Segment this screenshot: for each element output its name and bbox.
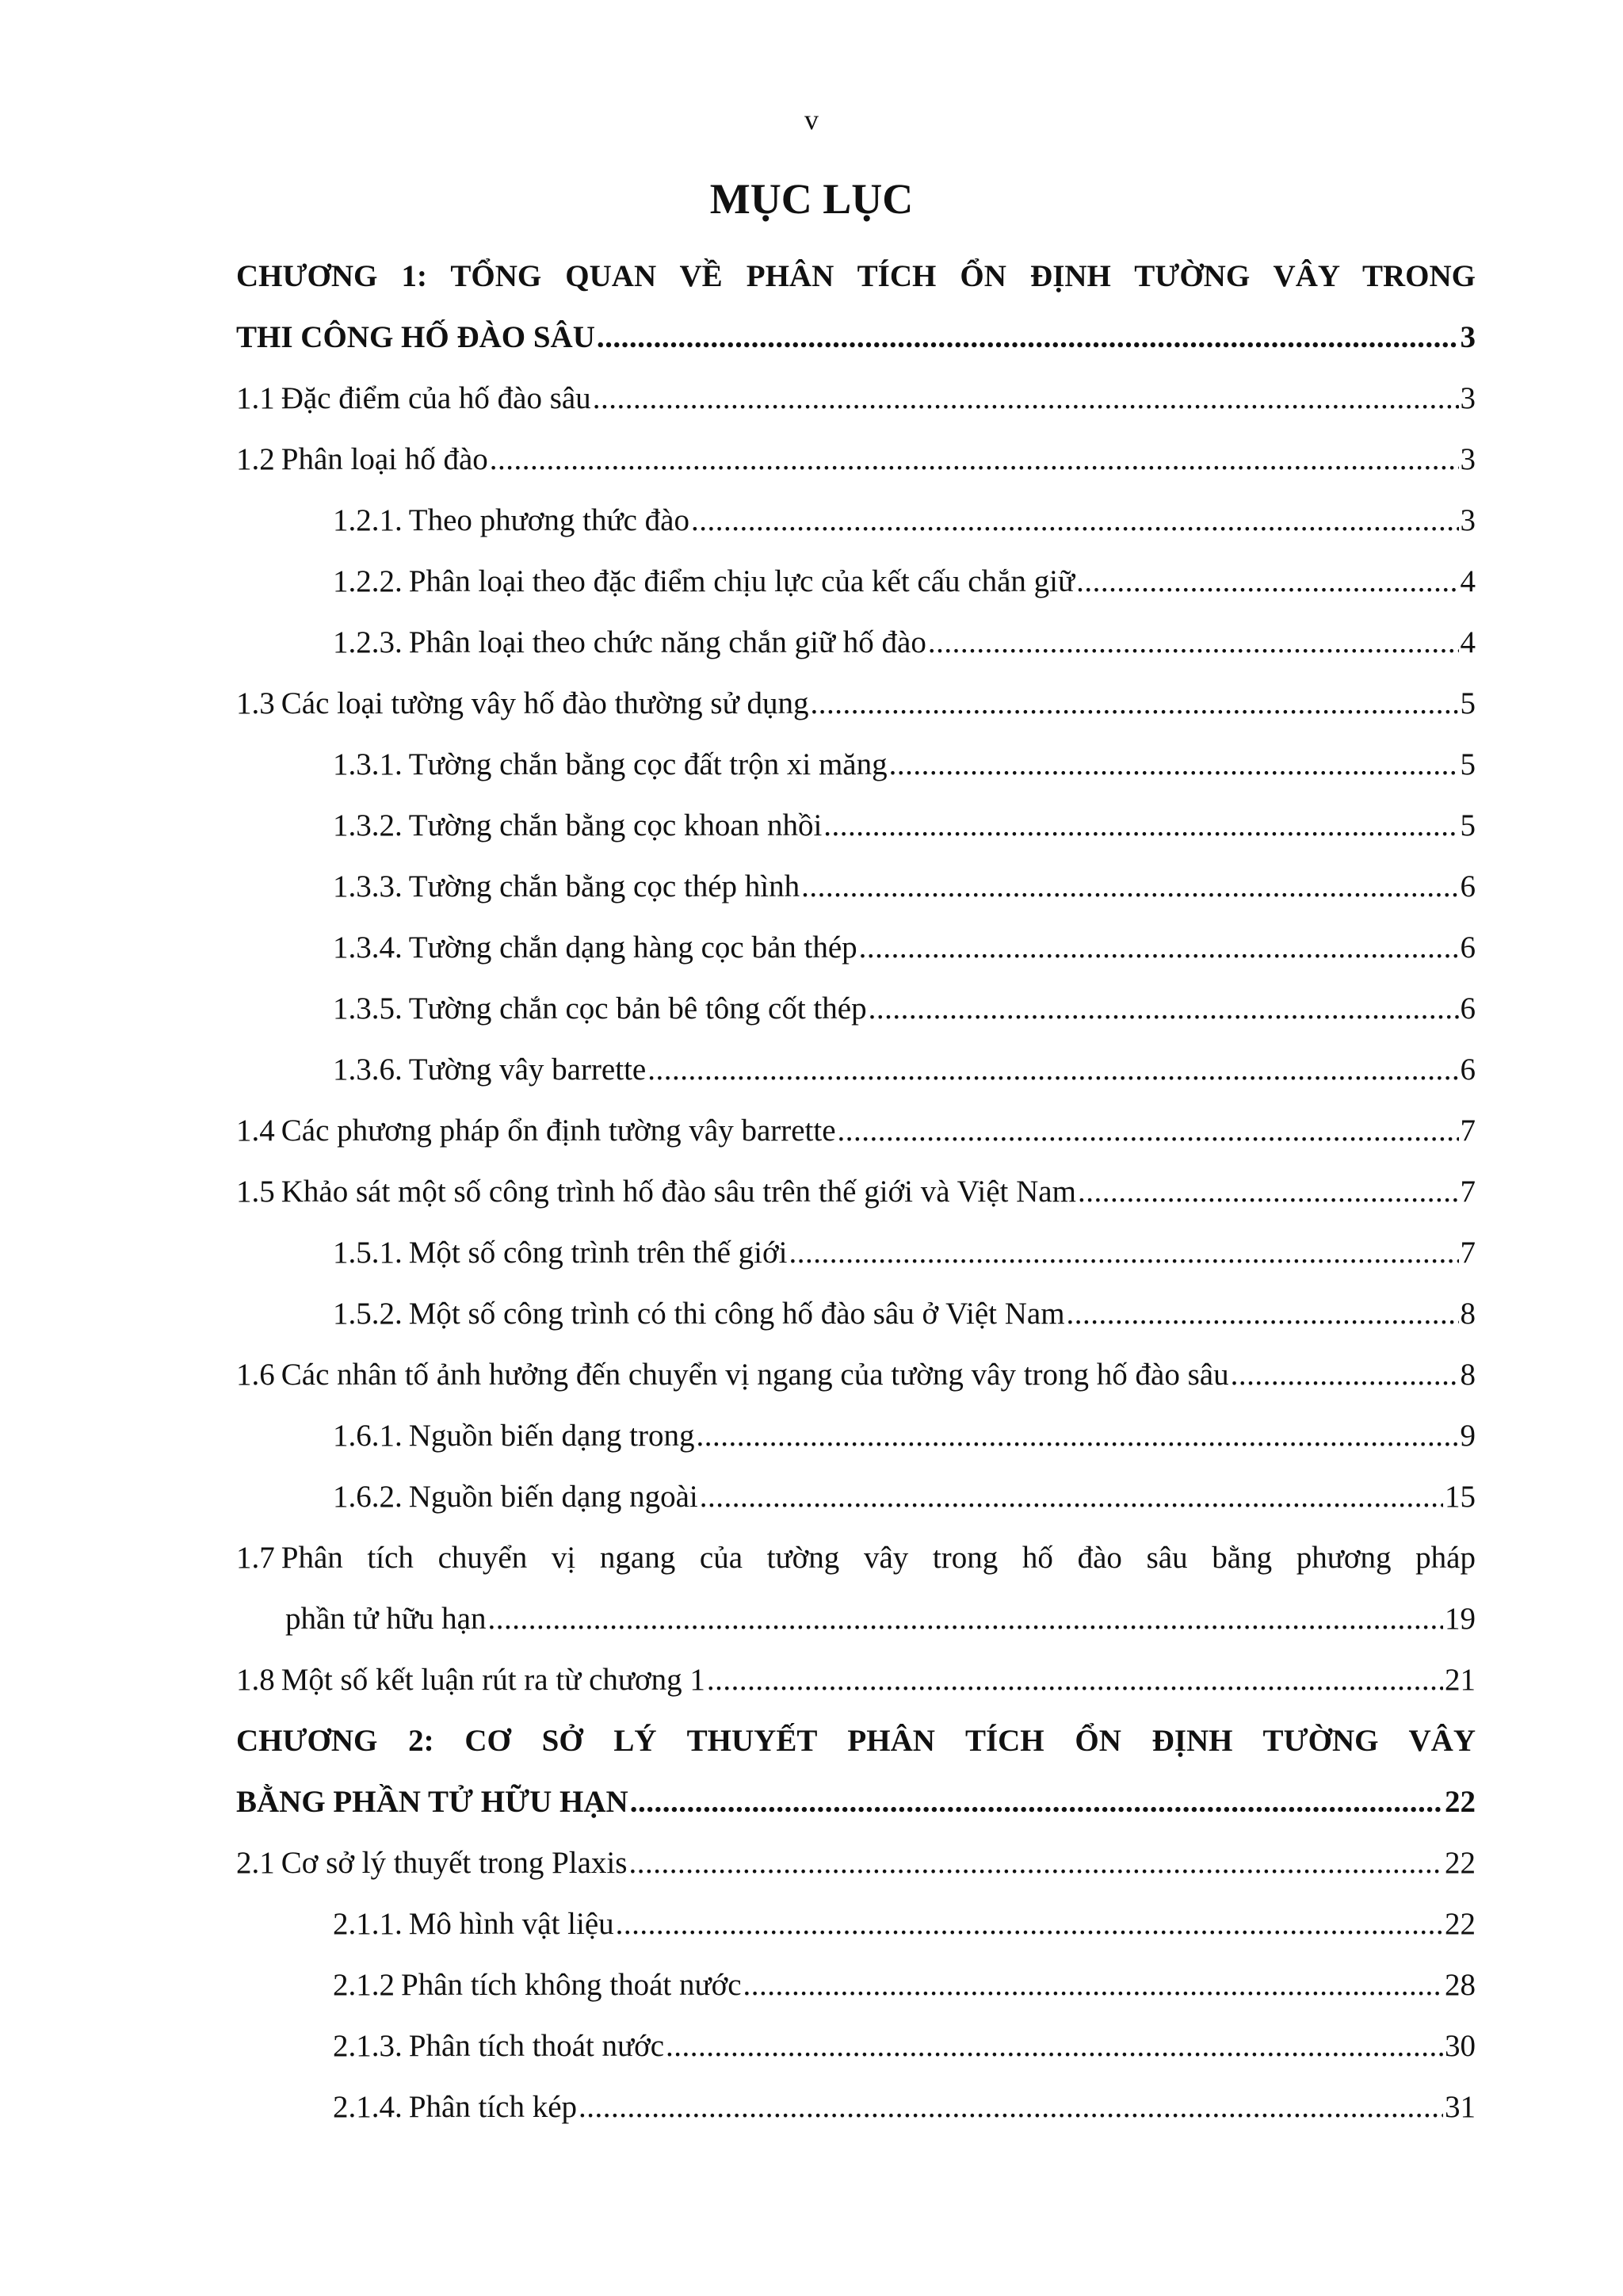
dot-leader [743,1954,1443,2015]
toc-page-number: 15 [1445,1480,1476,1514]
toc-page-number: 9 [1460,1419,1476,1453]
toc-entry[interactable] [236,2015,1476,2076]
dot-leader [811,673,1459,734]
toc-section-title: Tường chắn cọc bản bê tông cốt thép [408,991,867,1026]
dot-leader [666,2015,1443,2076]
toc-page-number: 3 [1460,381,1476,415]
toc-page-number: 30 [1445,2029,1476,2063]
toc-entry[interactable] [236,917,1476,978]
toc-section-title: Các phương pháp ổn định tường vây barrette [281,1114,836,1148]
dot-leader [1067,1283,1459,1344]
toc-section-title: Tường chắn bằng cọc khoan nhồi [408,808,823,842]
toc-entry[interactable] [236,856,1476,917]
dot-leader [869,978,1459,1039]
dot-leader [616,1893,1443,1954]
toc-page-number: 3 [1460,320,1476,354]
toc-section-number: 2.1.4. [333,2090,403,2124]
toc-entry[interactable] [236,1893,1476,1954]
dot-leader [1078,1161,1459,1222]
dot-leader [838,1100,1459,1161]
toc-entry[interactable] [236,551,1476,612]
toc-section-number: 1.4 [236,1114,275,1148]
toc-section-title: Một số kết luận rút ra từ chương 1 [281,1663,705,1697]
toc-entry[interactable] [236,1222,1476,1283]
toc-title: MỤC LỤC [709,175,914,223]
toc-page-number: 8 [1460,1297,1476,1331]
toc-entry[interactable] [236,1649,1476,1710]
dot-leader [597,307,1459,368]
toc-section-number: 1.5 [236,1175,275,1209]
toc-section-title: Đặc điểm của hố đào sâu [281,381,591,415]
toc-section-title: Khảo sát một số công trình hố đào sâu trên thế giới và Việt Nam [281,1175,1076,1209]
table-of-contents [236,246,1476,2137]
toc-entry[interactable] [236,490,1476,551]
toc-section-number: 1.3 [236,686,275,720]
toc-entry[interactable] [236,368,1476,429]
toc-entry[interactable] [236,612,1476,673]
toc-section-number: 1.3.2. [333,808,403,842]
toc-chapter-title: CHƯƠNG 2: CƠ SỞ LÝ THUYẾT PHÂN TÍCH ỔN ĐỊNH TƯỜNG VÂY [236,1724,1476,1758]
dot-leader [859,917,1459,978]
toc-entry[interactable] [236,429,1476,490]
toc-section-number: 1.2.2. [333,564,403,598]
dot-leader [696,1405,1458,1466]
dot-leader [823,795,1458,856]
dot-leader [789,1222,1458,1283]
toc-entry[interactable] [236,673,1476,734]
toc-page-number: 6 [1460,1052,1476,1087]
toc-page-number: 4 [1460,564,1476,598]
toc-section-title: Tường vây barrette [408,1052,647,1087]
dot-leader [1076,551,1458,612]
toc-section-title: Phân tích không thoát nước [401,1968,742,2002]
toc-section-number: 2.1.2 [333,1968,395,2002]
toc-section-number: 1.5.2. [333,1297,403,1331]
toc-entry[interactable] [236,1466,1476,1527]
toc-section-number: 1.5.1. [333,1236,403,1270]
toc-page-number: 7 [1460,1236,1476,1270]
toc-section-title: Tường chắn bằng cọc đất trộn xi măng [408,747,888,781]
toc-page-number: 5 [1460,808,1476,842]
toc-section-title: Tường chắn bằng cọc thép hình [408,869,800,904]
toc-section-title: Phân loại hố đào [281,442,488,476]
toc-section-title: Phân tích thoát nước [408,2029,665,2063]
dot-leader [647,1039,1458,1100]
toc-chapter-2[interactable] [236,1710,1476,1832]
toc-page-number: 31 [1445,2090,1476,2124]
toc-section-title: Mô hình vật liệu [408,1907,614,1941]
toc-section-title: Nguồn biến dạng ngoài [408,1480,698,1514]
dot-leader [593,368,1459,429]
toc-section-number: 1.2 [236,442,275,476]
toc-section-title: Nguồn biến dạng trong [408,1419,695,1453]
toc-page-number: 6 [1460,991,1476,1026]
toc-entry[interactable] [236,978,1476,1039]
toc-entry[interactable] [236,1344,1476,1405]
toc-section-title: Các nhân tố ảnh hưởng đến chuyển vị ngang của tường vây trong hố đào sâu [281,1358,1229,1392]
toc-section-number: 1.3.6. [333,1052,403,1087]
toc-chapter-title-cont: THI CÔNG HỐ ĐÀO SÂU [236,320,595,354]
dot-leader [579,2076,1443,2137]
toc-entry[interactable] [236,734,1476,795]
toc-entry[interactable] [236,1100,1476,1161]
toc-page-number: 5 [1460,747,1476,781]
toc-section-title: Tường chắn dạng hàng cọc bản thép [408,930,857,965]
toc-page-number: 6 [1460,869,1476,904]
toc-entry[interactable] [236,1161,1476,1222]
toc-section-number: 1.3.3. [333,869,403,904]
toc-chapter-1[interactable] [236,246,1476,368]
toc-page-number: 22 [1445,1785,1476,1819]
dot-leader [628,1832,1443,1893]
toc-entry[interactable] [236,2076,1476,2137]
toc-section-title: Cơ sở lý thuyết trong Plaxis [281,1846,628,1880]
toc-section-number: 1.6.1. [333,1419,403,1453]
toc-entry[interactable] [236,795,1476,856]
toc-section-title: Phân tích chuyển vị ngang của tường vây trong hố đào sâu bằng phương pháp [281,1541,1476,1575]
dot-leader [801,856,1458,917]
toc-page-number: 7 [1460,1114,1476,1148]
toc-entry[interactable] [236,1283,1476,1344]
toc-entry[interactable] [236,1527,1476,1649]
toc-section-title-cont: phần tử hữu hạn [285,1602,487,1636]
dot-leader [487,1588,1443,1649]
dot-leader [630,1771,1443,1832]
dot-leader [700,1466,1443,1527]
toc-entry[interactable] [236,1405,1476,1466]
toc-section-title: Theo phương thức đào [408,503,689,537]
toc-entry[interactable] [236,1039,1476,1100]
toc-entry[interactable] [236,1832,1476,1893]
toc-page-number: 3 [1460,503,1476,537]
toc-entry[interactable] [236,1954,1476,2015]
toc-section-title: Phân tích kép [408,2090,578,2124]
page-number: v [804,104,819,136]
toc-page-number: 28 [1445,1968,1476,2002]
toc-page-number: 5 [1460,686,1476,720]
toc-section-number: 1.2.3. [333,625,403,659]
toc-section-number: 1.2.1. [333,503,403,537]
toc-section-number: 1.6.2. [333,1480,403,1514]
toc-section-number: 1.3.5. [333,991,403,1026]
dot-leader [1231,1344,1459,1405]
toc-section-number: 1.1 [236,381,275,415]
dot-leader [889,734,1459,795]
toc-section-number: 2.1.1. [333,1907,403,1941]
toc-section-title: Phân loại theo chức năng chắn giữ hố đào [408,625,926,659]
toc-section-number: 1.8 [236,1663,275,1697]
toc-section-title: Một số công trình trên thế giới [408,1236,788,1270]
toc-page-number: 4 [1460,625,1476,659]
toc-section-number: 1.7 [236,1541,275,1575]
toc-section-number: 1.3.1. [333,747,403,781]
toc-section-number: 1.6 [236,1358,275,1392]
dot-leader [928,612,1459,673]
dot-leader [707,1649,1443,1710]
toc-section-title: Một số công trình có thi công hố đào sâu ở Việt Nam [408,1297,1065,1331]
toc-page-number: 7 [1460,1175,1476,1209]
dot-leader [490,429,1459,490]
toc-page-number: 21 [1445,1663,1476,1697]
toc-page-number: 22 [1445,1907,1476,1941]
toc-page-number: 19 [1445,1602,1476,1636]
toc-page-number: 22 [1445,1846,1476,1880]
toc-section-number: 2.1 [236,1846,275,1880]
toc-section-number: 1.3.4. [333,930,403,965]
toc-section-number: 2.1.3. [333,2029,403,2063]
toc-section-title: Các loại tường vây hố đào thường sử dụng [281,686,809,720]
toc-section-title: Phân loại theo đặc điểm chịu lực của kết cấu chắn giữ [408,564,1075,598]
toc-chapter-title: CHƯƠNG 1: TỔNG QUAN VỀ PHÂN TÍCH ỔN ĐỊNH TƯỜNG VÂY TRONG [236,259,1476,293]
toc-page-number: 8 [1460,1358,1476,1392]
dot-leader [691,490,1459,551]
toc-page-number: 6 [1460,930,1476,965]
toc-chapter-title-cont: BẰNG PHẦN TỬ HỮU HẠN [236,1785,628,1819]
toc-page-number: 3 [1460,442,1476,476]
